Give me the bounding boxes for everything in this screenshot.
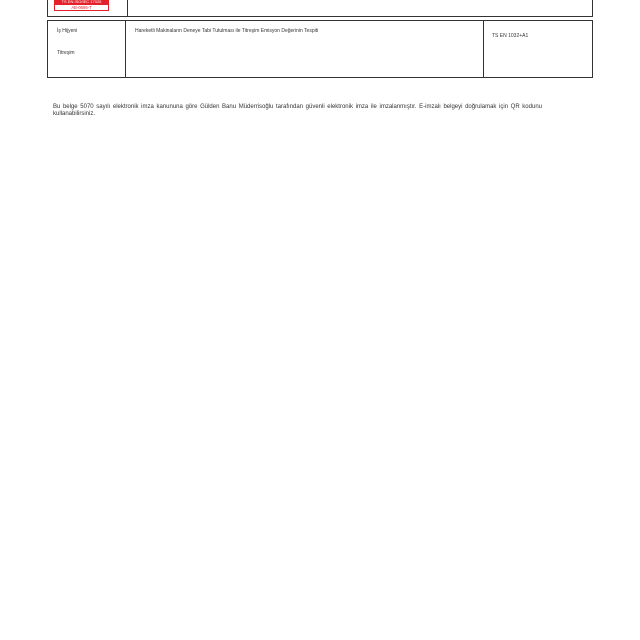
accreditation-logo-top-text: TS EN ISO/IEC 17025 [55,0,108,5]
field-label: İş Hijyeni [57,28,78,34]
accreditation-logo [54,0,109,11]
standard-reference: TS EN 1032+A1 [492,33,529,39]
standard-cell [484,21,592,77]
accreditation-code: AB-0695-T [71,5,92,10]
field-cell [48,21,126,77]
previous-table-row [47,0,593,17]
method-description: Hareketli Makinaların Deneye Tabi Tutulması ile Titreşim Emisyon Değerinin Tespiti [135,28,319,34]
method-cell [126,21,484,77]
subfield-label: Titreşim [57,50,75,56]
e-signature-note: Bu belge 5070 sayılı elektronik imza kanununa göre Gülden Banu Müderrisoğlu tarafından güvenli elektronik imza ile imzalanmıştır. E-imzalı belgeyi doğrulamak için QR kodunu kullanabilirsiniz. [53,104,542,117]
row-divider [127,0,128,16]
scope-table-row [47,20,593,78]
